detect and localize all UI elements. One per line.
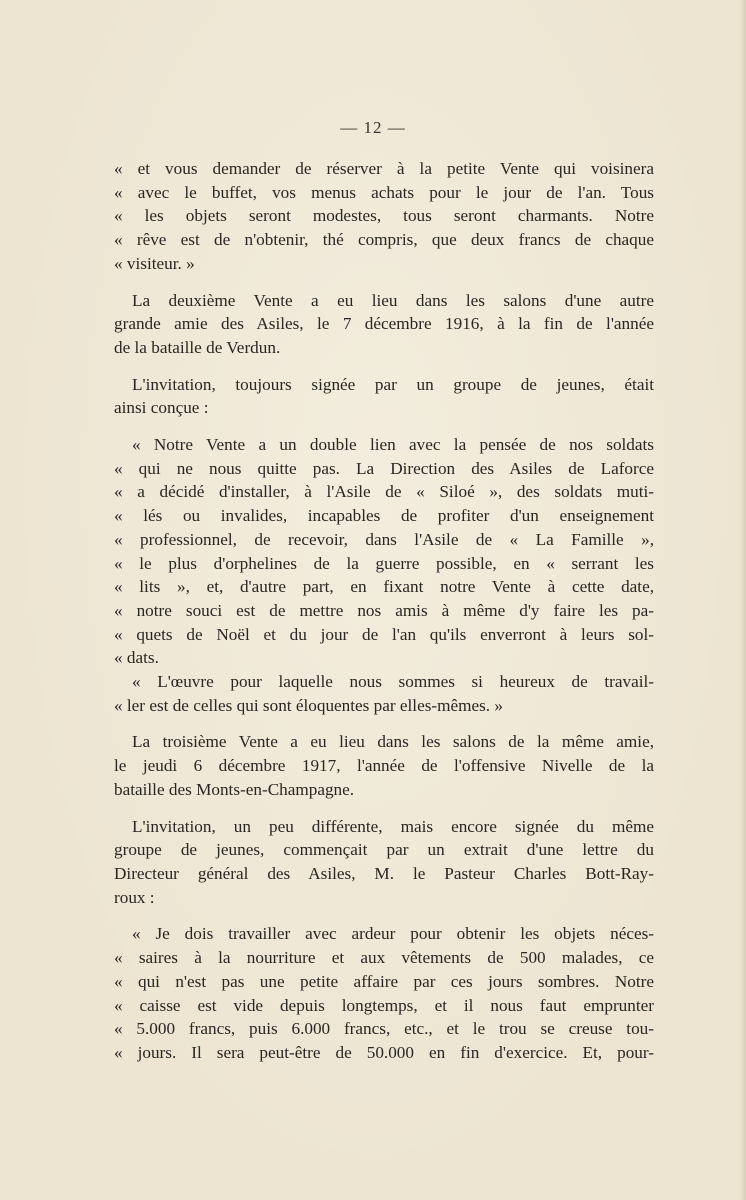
paragraph-invitation-quote (114, 433, 654, 670)
text-line: « et vous demander de réserver à la petite Vente qui voisinera (114, 159, 654, 178)
text-line: « L'œuvre pour laquelle nous sommes si heureux de travail- (132, 672, 654, 692)
text-line: « les objets seront modestes, tous seront charmants. Notre (114, 206, 654, 226)
text-line: L'invitation, toujours signée par un groupe de jeunes, était (132, 374, 654, 394)
text-line: bataille des Monts-en-Champagne. (114, 779, 355, 799)
text-line: « ler est de celles qui sont éloquentes par elles-mêmes. » (114, 695, 503, 715)
text-line: grande amie des Asiles, le 7 décembre 1916, à la fin de l'année (114, 314, 654, 334)
text-line: « a décidé d'installer, à l'Asile de « Siloé », des soldats muti- (114, 482, 654, 502)
text-line: « le plus d'orphelines de la guerre possible, en « serrant les (114, 553, 654, 573)
text-line: « jours. Il sera peut-être de 50.000 en fin d'exercice. Et, pour- (114, 1042, 654, 1062)
text-line: « professionnel, de recevoir, dans l'Asile de « La Famille », (114, 529, 654, 549)
text-line: de la bataille de Verdun. (114, 337, 281, 357)
text-line: « visiteur. » (114, 253, 195, 273)
text-line: « qui n'est pas une petite affaire par ces jours sombres. Notre (114, 971, 654, 991)
text-line: groupe de jeunes, commençait par un extrait d'une lettre du (114, 840, 654, 860)
paragraph-second-sale (114, 289, 654, 360)
paragraph-invitation-quote-end (114, 670, 654, 717)
text-line: La deuxième Vente a eu lieu dans les salons d'une autre (132, 290, 654, 310)
text-line: « lés ou invalides, incapables de profiter d'un enseignement (114, 506, 654, 526)
text-line: « qui ne nous quitte pas. La Direction des Asiles de Laforce (114, 458, 654, 478)
text-line: le jeudi 6 décembre 1917, l'année de l'offensive Nivelle de la (114, 756, 654, 776)
text-line: « 5.000 francs, puis 6.000 francs, etc., et le trou se creuse tou- (114, 1019, 654, 1039)
paragraph-second-invitation (114, 373, 654, 420)
text-line: L'invitation, un peu différente, mais encore signée du même (132, 816, 654, 836)
text-line: « rêve est de n'obtenir, thé compris, que deux francs de chaque (114, 230, 654, 250)
text-line: « quets de Noël et du jour de l'an qu'ils enverront à leurs sol- (114, 624, 654, 644)
text-line: « caisse est vide depuis longtemps, et il nous faut emprunter (114, 995, 654, 1015)
text-line: « dats. (114, 648, 159, 668)
paragraph-director-letter-quote (114, 922, 654, 1064)
text-line: ainsi conçue : (114, 398, 209, 418)
text-line: La troisième Vente a eu lieu dans les salons de la même amie, (132, 732, 654, 752)
text-line: « Je dois travailler avec ardeur pour obtenir les objets néces- (132, 924, 654, 944)
text-line: « lits », et, d'autre part, en fixant notre Vente à cette date, (114, 577, 654, 597)
paragraph-quote-continuation (114, 157, 654, 276)
paragraph-third-invitation (114, 815, 654, 910)
page-edge-shadow (740, 0, 746, 1200)
page-number: — 12 — (340, 118, 406, 137)
text-line: roux : (114, 887, 155, 907)
text-line: « saires à la nourriture et aux vêtements de 500 malades, ce (114, 948, 654, 968)
text-line: Directeur général des Asiles, M. le Pasteur Charles Bott-Ray- (114, 863, 654, 883)
text-line: « Notre Vente a un double lien avec la pensée de nos soldats (132, 435, 654, 455)
text-line: « avec le buffet, vos menus achats pour le jour de l'an. Tous (114, 182, 654, 202)
paragraph-third-sale (114, 730, 654, 801)
text-line: « notre souci est de mettre nos amis à même d'y faire les pa- (114, 600, 654, 620)
body-text (114, 157, 654, 1065)
